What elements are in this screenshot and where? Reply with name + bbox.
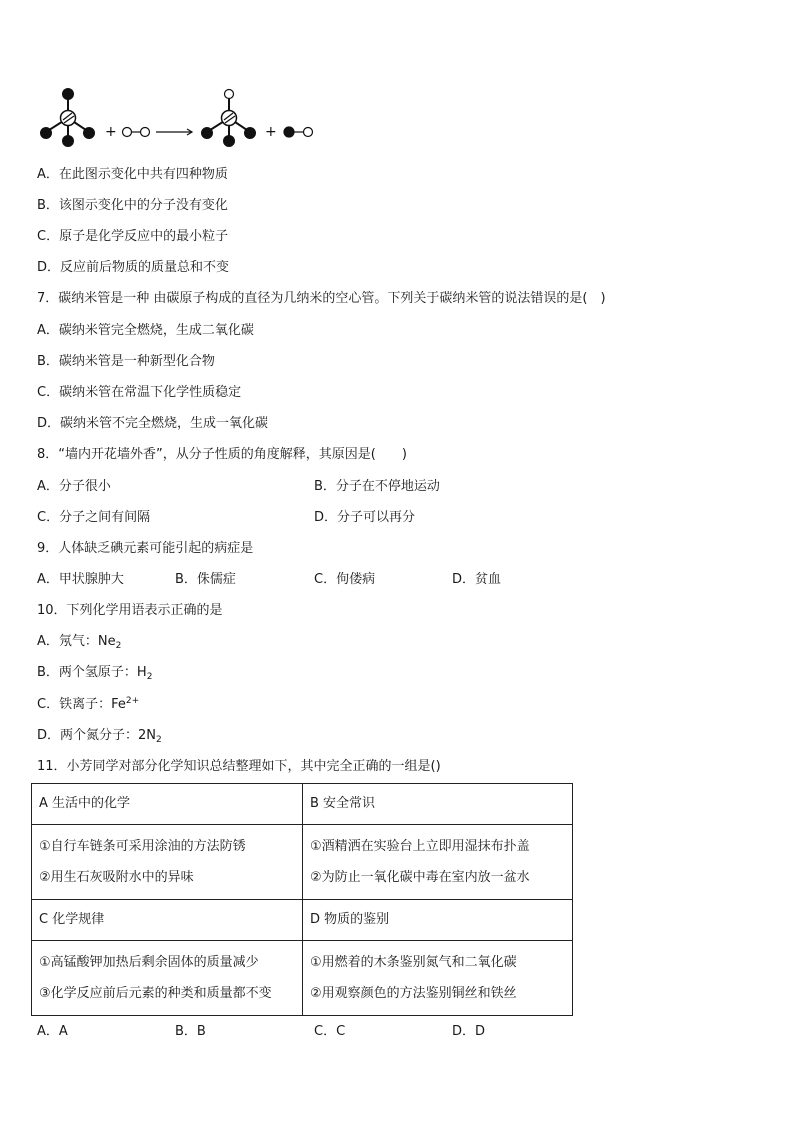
- q8-option-c: C．分子之间有间隔: [37, 510, 151, 525]
- q7-stem: 7．碳纳米管是一种 由碳原子构成的直径为几纳米的空心管。下列关于碳纳米管的说法错误的是( ): [37, 291, 606, 306]
- knowledge-table: [31, 783, 573, 1016]
- cell-b-item-2: ②为防止一氧化碳中毒在室内放一盆水: [310, 869, 530, 885]
- q7-option-a: A．碳纳米管完全燃烧，生成二氧化碳: [37, 323, 254, 338]
- plus-sign: +: [105, 124, 117, 140]
- cell-d-content: [303, 941, 573, 1016]
- cell-b-content: [303, 825, 573, 900]
- q9-option-d: D．贫血: [452, 572, 502, 587]
- cell-b-item-1: ①酒精洒在实验台上立即用湿抹布扑盖: [310, 838, 530, 854]
- cell-b-title: B 安全常识: [303, 784, 573, 825]
- cell-d-item-2: ②用观察颜色的方法鉴别铜丝和铁丝: [310, 985, 517, 1001]
- cell-a-item-1: ①自行车链条可采用涂油的方法防锈: [39, 838, 246, 854]
- product-diatomic-molecule: [284, 127, 313, 137]
- q10-option-c: C．铁离子：$Fe^{2+}$: [37, 696, 140, 712]
- q9-stem: 9．人体缺乏碘元素可能引起的病症是: [37, 541, 254, 556]
- q11-stem: 11．小芳同学对部分化学知识总结整理如下，其中完全正确的一组是(): [37, 759, 441, 774]
- product-molecule: [202, 90, 255, 147]
- q6-option-c: C．原子是化学反应中的最小粒子: [37, 229, 229, 244]
- q8-option-a: A．分子很小: [37, 479, 111, 494]
- q11-option-b: B．B: [175, 1024, 206, 1039]
- q11-option-a: A．A: [37, 1024, 68, 1039]
- plus-sign: +: [265, 124, 277, 140]
- cell-d-title: D 物质的鉴别: [303, 900, 573, 941]
- cell-c-item-2: ③化学反应前后元素的种类和质量都不变: [39, 985, 272, 1001]
- q10-stem: 10．下列化学用语表示正确的是: [37, 603, 223, 618]
- q6-option-b: B．该图示变化中的分子没有变化: [37, 198, 228, 213]
- q7-option-d: D．碳纳米管不完全燃烧，生成一氧化碳: [37, 416, 269, 431]
- cell-a-content: [32, 825, 303, 900]
- q10-option-d: D．两个氮分子：$2N_2$: [37, 728, 162, 745]
- reactant-oxygen-molecule: [123, 128, 150, 137]
- q10-option-b: B．两个氢原子：$H_2$: [37, 665, 153, 682]
- q11-option-c: C．C: [314, 1024, 346, 1039]
- cell-d-item-1: ①用燃着的木条鉴别氮气和二氧化碳: [310, 954, 517, 970]
- cell-c-item-1: ①高锰酸钾加热后剩余固体的质量减少: [39, 954, 259, 970]
- cell-a-title: A 生活中的化学: [32, 784, 303, 825]
- q7-option-c: C．碳纳米管在常温下化学性质稳定: [37, 385, 242, 400]
- q9-option-b: B．侏儒症: [175, 572, 236, 587]
- reactant-molecule: [41, 89, 94, 146]
- cell-a-item-2: ②用生石灰吸附水中的异味: [39, 869, 194, 885]
- q6-option-a: A．在此图示变化中共有四种物质: [37, 167, 228, 182]
- q9-option-a: A．甲状腺肿大: [37, 572, 124, 587]
- q9-option-c: C．佝偻病: [314, 572, 376, 587]
- cell-c-title: C 化学规律: [32, 900, 303, 941]
- reaction-arrow: [156, 129, 192, 135]
- q6-option-d: D．反应前后物质的质量总和不变: [37, 260, 230, 275]
- reaction-diagram: [32, 86, 322, 148]
- q8-option-d: D．分子可以再分: [314, 510, 416, 525]
- q8-option-b: B．分子在不停地运动: [314, 479, 440, 494]
- cell-c-content: [32, 941, 303, 1016]
- q8-stem: 8．“墙内开花墙外香”，从分子性质的角度解释，其原因是( ): [37, 447, 407, 462]
- q10-option-a: A．氖气：$Ne_2$: [37, 634, 122, 651]
- q11-option-d: D．D: [452, 1024, 486, 1039]
- q7-option-b: B．碳纳米管是一种新型化合物: [37, 354, 215, 369]
